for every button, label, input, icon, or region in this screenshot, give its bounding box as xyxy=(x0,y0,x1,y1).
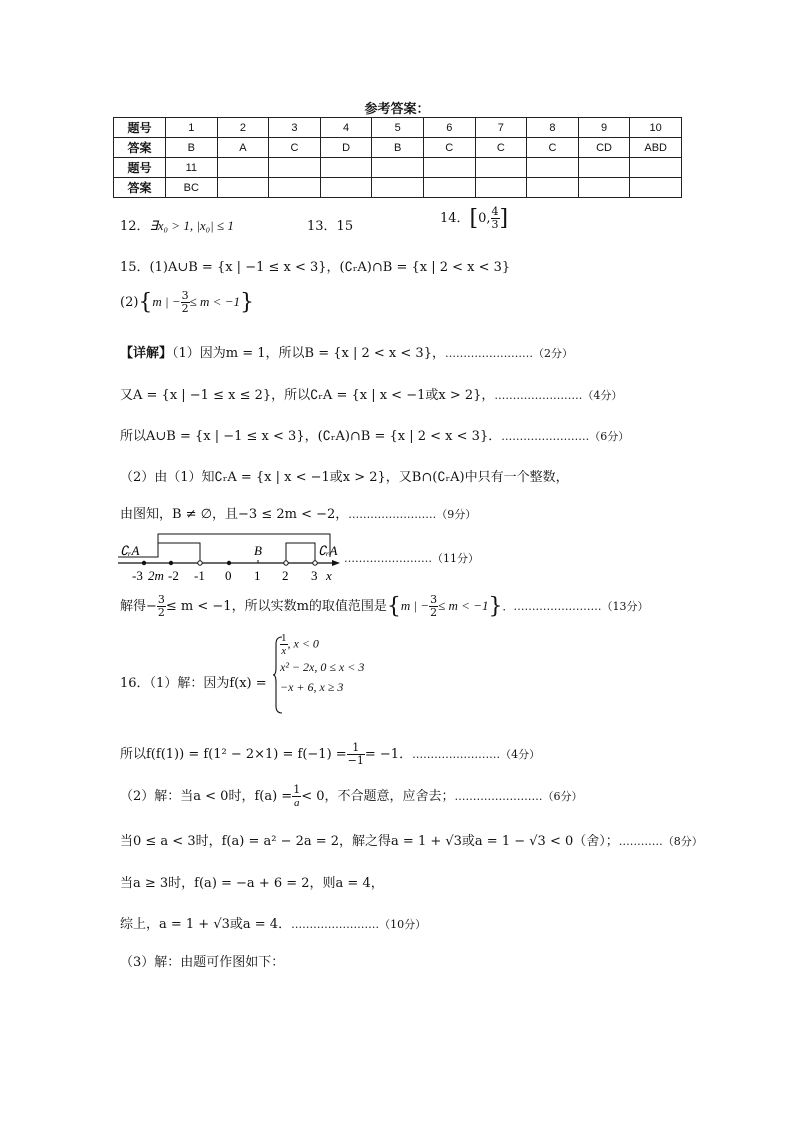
q12-num: 12． xyxy=(120,219,150,234)
cell: 3 xyxy=(269,118,321,138)
q15-part2: (2){m | − $\frac{3}{2}$ ≤ m < −1} xyxy=(120,289,254,315)
fraction: $\frac{1}{a}$ xyxy=(293,783,301,809)
cell xyxy=(630,158,682,178)
point-two xyxy=(284,561,288,565)
q16-intro: 16．（1）解：因为f(x) = xyxy=(120,676,267,691)
point-zero xyxy=(227,561,231,565)
point-neg1 xyxy=(198,561,202,565)
fraction: $\frac{3}{2}$ xyxy=(430,593,438,619)
cell: 9 xyxy=(578,118,630,138)
q15-detail-5: 由图知，B ≠ ∅，且−3 ≤ 2m < −2，……………………（9分） xyxy=(120,507,477,522)
cell: A xyxy=(217,138,269,158)
table-row xyxy=(114,158,682,178)
q16-line-5: 综上，a = 1 + √3或a = 4．……………………（10分） xyxy=(120,917,427,932)
cell: C xyxy=(527,138,579,158)
q15-detail-3: 所以A∪B = {x | −1 ≤ x < 3}，(∁ᵣA)∩B = {x | 2 < x < 3}．……………………（6分） xyxy=(120,429,630,444)
tick-label: 0 xyxy=(225,568,232,583)
tick-label: x xyxy=(326,568,332,583)
point-three xyxy=(313,561,317,565)
cell: D xyxy=(320,138,372,158)
tick-label: -2 xyxy=(168,568,179,583)
b-interval xyxy=(286,543,315,563)
tick-label: 1 xyxy=(254,568,261,583)
row-label: 答案 xyxy=(114,138,166,158)
score-note: ……………………（4分） xyxy=(412,748,541,761)
q14-num: 14． xyxy=(440,211,470,226)
cell xyxy=(372,158,424,178)
cell: BC xyxy=(166,178,218,198)
q14-answer xyxy=(440,206,508,231)
score-note: ……………………（10分） xyxy=(291,918,427,931)
cell: CD xyxy=(578,138,630,158)
row-label: 答案 xyxy=(114,178,166,198)
cell: C xyxy=(269,138,321,158)
tick-label: -3 xyxy=(132,568,143,583)
fraction: $\frac{1}{x}$ xyxy=(281,632,287,657)
cell: 4 xyxy=(320,118,372,138)
q12-answer xyxy=(120,215,234,234)
cell: B xyxy=(166,138,218,158)
cell xyxy=(269,158,321,178)
table-row xyxy=(114,138,682,158)
q16-line-4: 当a ≥ 3时，f(a) = −a + 6 = 2，则a = 4， xyxy=(120,876,384,891)
score-note: ……………………（6分） xyxy=(454,790,583,803)
cell xyxy=(630,178,682,198)
cell: 10 xyxy=(630,118,682,138)
cell xyxy=(217,158,269,178)
cell xyxy=(217,178,269,198)
cell: ABD xyxy=(630,138,682,158)
score-note: ……………………（9分） xyxy=(348,508,477,521)
piece-1: $\frac{1}{x}$ , x < 0 xyxy=(281,632,319,657)
cell: C xyxy=(475,138,527,158)
piecewise-cases xyxy=(280,632,364,697)
cell xyxy=(578,158,630,178)
table-row xyxy=(114,118,682,138)
complement-bracket xyxy=(118,534,330,557)
cell: 1 xyxy=(166,118,218,138)
point-neg3 xyxy=(142,561,146,565)
cell: 6 xyxy=(423,118,475,138)
q15-part1: 15．(1)A∪B = {x | −1 ≤ x < 3}，(∁ᵣA)∩B = {x | 2 < x < 3} xyxy=(120,260,511,275)
label-b: B xyxy=(254,543,262,558)
score-note: ……………………（2分） xyxy=(444,347,573,360)
cell xyxy=(527,178,579,198)
q15-detail-6: 解得− $\frac{3}{2}$ ≤ m < −1，所以实数m的取值范围是{m | − $\frac{3}{2}$ ≤ m < −1}．……………………（13分） xyxy=(120,593,649,619)
q14-expr: 0, xyxy=(478,211,491,226)
row-label: 题号 xyxy=(114,158,166,178)
q15-detail-1: 【详解】（1）因为m = 1，所以B = {x | 2 < x < 3}，……………………（2分） xyxy=(120,346,573,361)
fraction: $\frac{3}{2}$ xyxy=(181,289,189,315)
tick-label: -1 xyxy=(194,568,205,583)
q16-line-6: （3）解：由题可作图如下： xyxy=(120,955,285,970)
score-note: ……………………（11分） xyxy=(344,552,479,565)
cell xyxy=(423,178,475,198)
cell xyxy=(527,158,579,178)
piece-2: x² − 2x, 0 ≤ x < 3 xyxy=(280,660,365,674)
q13-num: 13． xyxy=(307,219,337,234)
point-neg2 xyxy=(169,561,173,565)
fraction: $\frac{1}{-1}$ xyxy=(347,741,364,767)
cell xyxy=(578,178,630,198)
q12-expr: ∃x₀ > 1, |x₀| ≤ 1 xyxy=(149,218,234,233)
cell xyxy=(423,158,475,178)
axis-arrow xyxy=(332,560,340,566)
score-note: …………（8分） xyxy=(618,835,703,848)
table-row xyxy=(114,178,682,198)
cell xyxy=(320,158,372,178)
label-complement-left: ∁ᵣA xyxy=(120,543,140,558)
piece-3: −x + 6, x ≥ 3 xyxy=(280,680,344,694)
score-note: ……………………（4分） xyxy=(494,389,623,402)
cell: 2 xyxy=(217,118,269,138)
tick-label: 2m xyxy=(148,568,164,583)
cell xyxy=(475,178,527,198)
q16-line-1: 所以f(f(1)) = f(1² − 2×1) = f(−1) = $\frac{1}{-1}$ = −1．……………………（4分） xyxy=(120,741,541,767)
cell xyxy=(475,158,527,178)
cell: 5 xyxy=(372,118,424,138)
answer-table xyxy=(113,117,682,198)
cell: 8 xyxy=(527,118,579,138)
cell: C xyxy=(423,138,475,158)
q15-detail-4: （2）由（1）知∁ᵣA = {x | x < −1或x > 2}，又B∩(∁ᵣA)中只有一个整数， xyxy=(120,470,569,485)
q13-answer xyxy=(307,215,353,234)
q14-fraction: $\frac{4}{3}$ xyxy=(491,205,499,231)
number-line-diagram xyxy=(118,530,348,586)
fraction: $\frac{3}{2}$ xyxy=(157,593,165,619)
cell: B xyxy=(372,138,424,158)
label-complement-right: ∁ᵣA xyxy=(318,543,338,558)
score-note: ……………………（6分） xyxy=(501,430,630,443)
cell: 7 xyxy=(475,118,527,138)
detail-label: 【详解】 xyxy=(120,346,173,361)
right-bracket: ] xyxy=(499,206,509,231)
left-region xyxy=(158,543,200,563)
score-note: ．……………………（13分） xyxy=(502,600,649,613)
tick-label: 3 xyxy=(311,568,318,583)
cell xyxy=(269,178,321,198)
q15-detail-2: 又A = {x | −1 ≤ x ≤ 2}，所以∁ᵣA = {x | x < −1或x > 2}，……………………（4分） xyxy=(120,388,623,403)
row-label: 题号 xyxy=(114,118,166,138)
q13-expr: 15 xyxy=(336,219,354,234)
answer-title: 参考答案： xyxy=(364,102,430,117)
q16-line-3: 当0 ≤ a < 3时，f(a) = a² − 2a = 2，解之得a = 1 + √3或a = 1 − √3 < 0（舍）；…………（8分） xyxy=(120,834,703,849)
q16-line-2: （2）解：当a < 0时，f(a) = $\frac{1}{a}$ < 0，不合题意，应舍去；……………………（6分） xyxy=(120,783,583,809)
cell xyxy=(372,178,424,198)
cell xyxy=(320,178,372,198)
tick-label: 2 xyxy=(282,568,289,583)
left-bracket: [ xyxy=(469,206,479,231)
cell: 11 xyxy=(166,158,218,178)
